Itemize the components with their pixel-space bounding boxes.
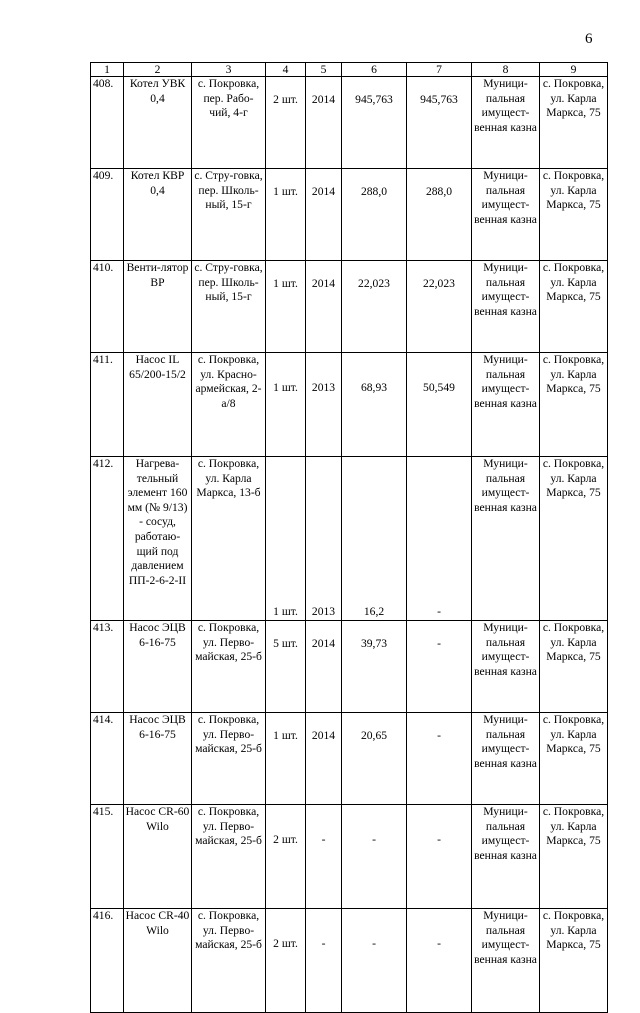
item-year: 2014 bbox=[306, 77, 342, 169]
item-address: с. Покровка, ул. Перво-майская, 25-б bbox=[192, 805, 266, 909]
table-row bbox=[91, 169, 608, 261]
table-row bbox=[91, 805, 608, 909]
item-quantity: 5 шт. bbox=[266, 621, 306, 713]
item-residual: - bbox=[407, 805, 472, 909]
item-residual: 22,023 bbox=[407, 261, 472, 353]
item-owner: Муници-пальная имущест-венная казна bbox=[472, 353, 540, 457]
item-residual: 945,763 bbox=[407, 77, 472, 169]
page-number: 6 bbox=[585, 31, 593, 47]
table-row bbox=[91, 353, 608, 457]
item-cost: 20,65 bbox=[342, 713, 407, 805]
item-owner: Муници-пальная имущест-венная казна bbox=[472, 457, 540, 621]
item-year: 2013 bbox=[306, 353, 342, 457]
table-row bbox=[91, 261, 608, 353]
item-name: Насос IL 65/200-15/2 bbox=[124, 353, 192, 457]
item-owner: Муници-пальная имущест-венная казна bbox=[472, 261, 540, 353]
property-table bbox=[90, 62, 608, 1013]
item-owner: Муници-пальная имущест-венная казна bbox=[472, 621, 540, 713]
header-cell: 6 bbox=[342, 63, 407, 77]
item-year: 2014 bbox=[306, 169, 342, 261]
item-year: - bbox=[306, 805, 342, 909]
item-cost: 945,763 bbox=[342, 77, 407, 169]
item-quantity: 2 шт. bbox=[266, 77, 306, 169]
item-quantity: 1 шт. bbox=[266, 169, 306, 261]
item-name: Насос ЭЦВ 6-16-75 bbox=[124, 621, 192, 713]
item-location: с. Покровка, ул. Карла Маркса, 75 bbox=[540, 457, 608, 621]
item-year: 2014 bbox=[306, 261, 342, 353]
item-cost: 68,93 bbox=[342, 353, 407, 457]
header-cell: 8 bbox=[472, 63, 540, 77]
item-address: с. Покровка, ул. Перво-майская, 25-б bbox=[192, 621, 266, 713]
row-number: 415. bbox=[91, 805, 124, 909]
item-year: 2014 bbox=[306, 621, 342, 713]
header-cell: 2 bbox=[124, 63, 192, 77]
item-quantity: 2 шт. bbox=[266, 805, 306, 909]
item-location: с. Покровка, ул. Карла Маркса, 75 bbox=[540, 909, 608, 1013]
item-location: с. Покровка, ул. Карла Маркса, 75 bbox=[540, 353, 608, 457]
row-number: 412. bbox=[91, 457, 124, 621]
item-location: с. Покровка, ул. Карла Маркса, 75 bbox=[540, 621, 608, 713]
item-address: с. Покровка, ул. Перво-майская, 25-б bbox=[192, 713, 266, 805]
item-name: Венти-лятор ВР bbox=[124, 261, 192, 353]
row-number: 409. bbox=[91, 169, 124, 261]
header-cell: 3 bbox=[192, 63, 266, 77]
header-cell: 9 bbox=[540, 63, 608, 77]
item-residual: 288,0 bbox=[407, 169, 472, 261]
item-quantity: 2 шт. bbox=[266, 909, 306, 1013]
row-number: 411. bbox=[91, 353, 124, 457]
item-address: с. Покровка, ул. Карла Маркса, 13-б bbox=[192, 457, 266, 621]
item-cost: - bbox=[342, 805, 407, 909]
item-residual: - bbox=[407, 457, 472, 621]
item-quantity: 1 шт. bbox=[266, 713, 306, 805]
item-year: 2014 bbox=[306, 713, 342, 805]
row-number: 413. bbox=[91, 621, 124, 713]
item-location: с. Покровка, ул. Карла Маркса, 75 bbox=[540, 169, 608, 261]
item-year: 2013 bbox=[306, 457, 342, 621]
item-owner: Муници-пальная имущест-венная казна bbox=[472, 169, 540, 261]
item-residual: 50,549 bbox=[407, 353, 472, 457]
item-residual: - bbox=[407, 621, 472, 713]
item-owner: Муници-пальная имущест-венная казна bbox=[472, 713, 540, 805]
header-cell: 5 bbox=[306, 63, 342, 77]
item-quantity: 1 шт. bbox=[266, 353, 306, 457]
item-cost: 22,023 bbox=[342, 261, 407, 353]
item-location: с. Покровка, ул. Карла Маркса, 75 bbox=[540, 713, 608, 805]
header-cell: 1 bbox=[91, 63, 124, 77]
item-owner: Муници-пальная имущест-венная казна bbox=[472, 77, 540, 169]
item-residual: - bbox=[407, 909, 472, 1013]
item-cost: 288,0 bbox=[342, 169, 407, 261]
table-row bbox=[91, 457, 608, 621]
table-row bbox=[91, 713, 608, 805]
header-cell: 4 bbox=[266, 63, 306, 77]
item-quantity: 1 шт. bbox=[266, 261, 306, 353]
item-location: с. Покровка, ул. Карла Маркса, 75 bbox=[540, 77, 608, 169]
table-header-row bbox=[91, 63, 608, 77]
header-cell: 7 bbox=[407, 63, 472, 77]
table-row bbox=[91, 77, 608, 169]
row-number: 410. bbox=[91, 261, 124, 353]
item-address: с. Покровка, пер. Рабо-чий, 4-г bbox=[192, 77, 266, 169]
item-owner: Муници-пальная имущест-венная казна bbox=[472, 909, 540, 1013]
item-cost: - bbox=[342, 909, 407, 1013]
table-row bbox=[91, 621, 608, 713]
item-name: Нагрева-тельный элемент 160 мм (№ 9/13) - сосуд, работаю-щий под давлением ПП-2-6-2-II bbox=[124, 457, 192, 621]
item-year: - bbox=[306, 909, 342, 1013]
item-quantity: 1 шт. bbox=[266, 457, 306, 621]
table-row bbox=[91, 909, 608, 1013]
item-owner: Муници-пальная имущест-венная казна bbox=[472, 805, 540, 909]
item-address: с. Покровка, ул. Красно-армейская, 2-а/8 bbox=[192, 353, 266, 457]
item-cost: 16,2 bbox=[342, 457, 407, 621]
item-name: Насос ЭЦВ 6-16-75 bbox=[124, 713, 192, 805]
item-name: Насос CR-60 Wilo bbox=[124, 805, 192, 909]
row-number: 416. bbox=[91, 909, 124, 1013]
item-residual: - bbox=[407, 713, 472, 805]
item-name: Насос CR-40 Wilo bbox=[124, 909, 192, 1013]
item-name: Котел КВР 0,4 bbox=[124, 169, 192, 261]
item-address: с. Покровка, ул. Перво-майская, 25-б bbox=[192, 909, 266, 1013]
row-number: 408. bbox=[91, 77, 124, 169]
item-address: с. Стру-говка, пер. Школь-ный, 15-г bbox=[192, 169, 266, 261]
item-cost: 39,73 bbox=[342, 621, 407, 713]
row-number: 414. bbox=[91, 713, 124, 805]
item-location: с. Покровка, ул. Карла Маркса, 75 bbox=[540, 261, 608, 353]
item-address: с. Стру-говка, пер. Школь-ный, 15-г bbox=[192, 261, 266, 353]
item-location: с. Покровка, ул. Карла Маркса, 75 bbox=[540, 805, 608, 909]
item-name: Котел УВК 0,4 bbox=[124, 77, 192, 169]
